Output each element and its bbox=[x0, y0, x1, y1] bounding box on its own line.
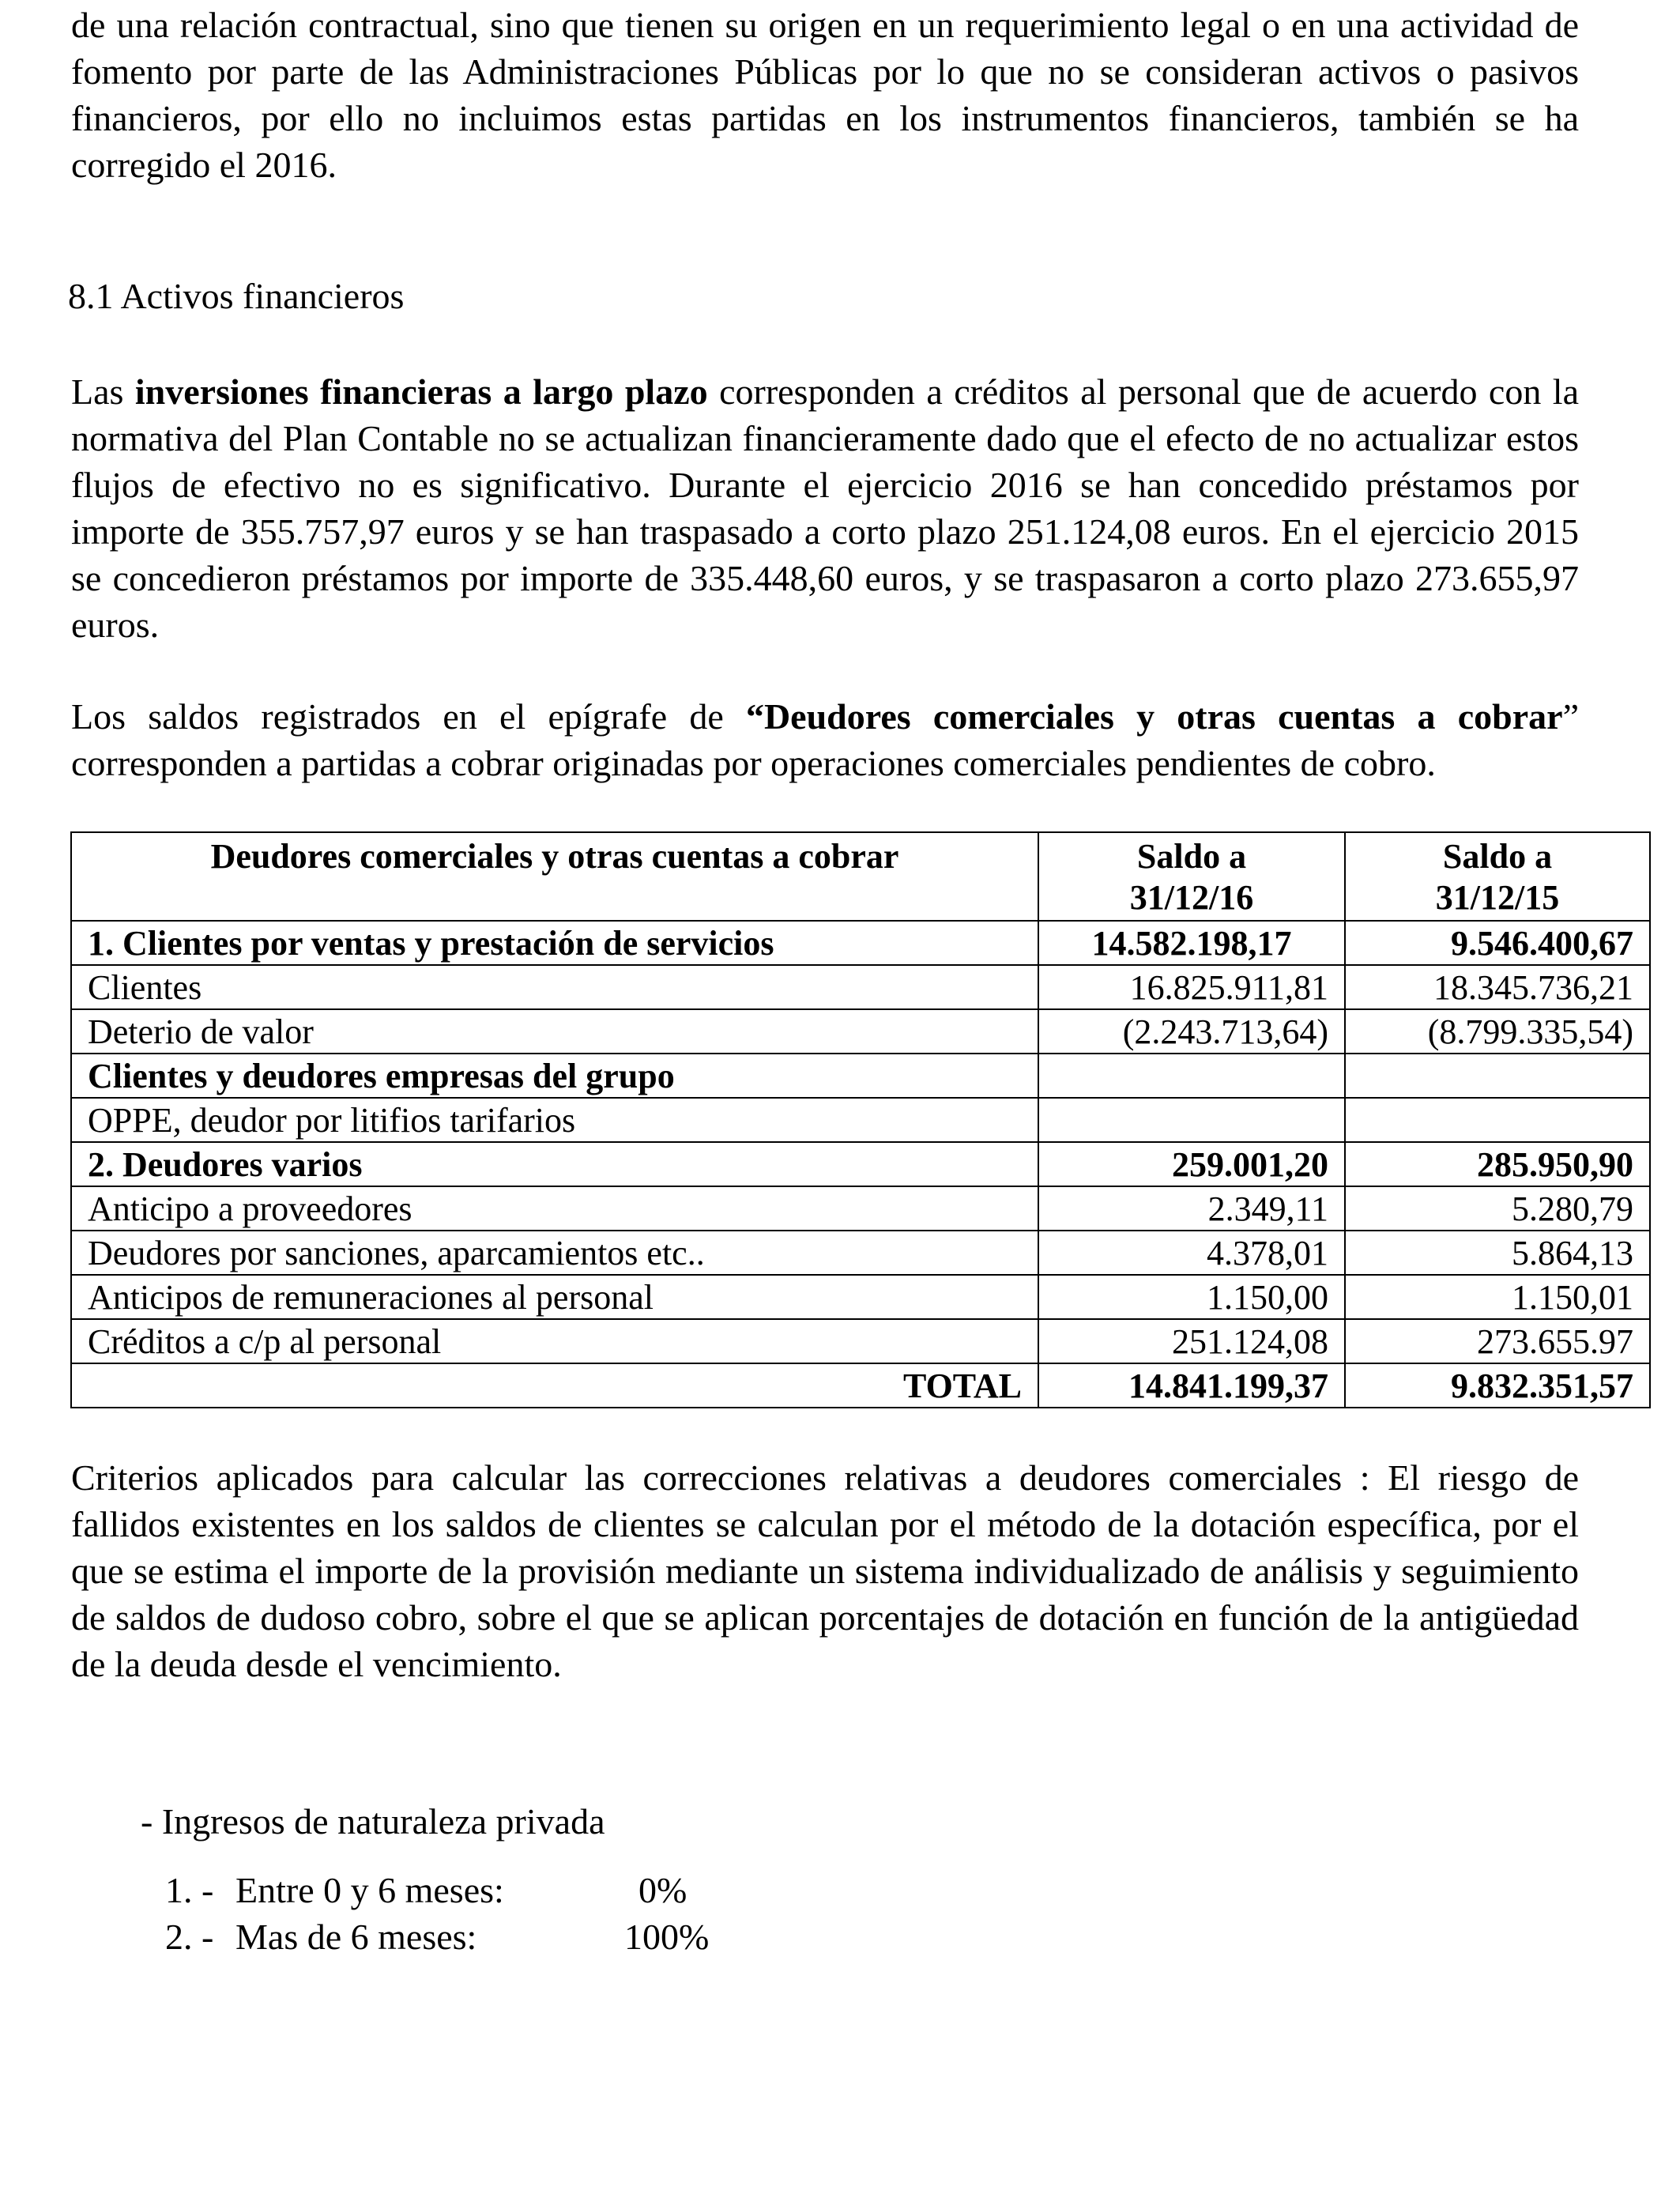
list-item-value: 0% bbox=[638, 1870, 687, 1910]
section-heading: 8.1 Activos financieros bbox=[68, 276, 405, 316]
row-label: 1. Clientes por ventas y prestación de servicios bbox=[71, 921, 1038, 965]
table-row bbox=[71, 965, 1650, 1009]
deudores-text-post: ” corresponden a partidas a cobrar originadas por operaciones comerciales pendientes de cobro. bbox=[71, 696, 1579, 783]
table-row bbox=[71, 1142, 1650, 1186]
row-label: 2. Deudores varios bbox=[71, 1142, 1038, 1186]
deudores-table bbox=[70, 831, 1651, 1408]
list-item-label: Mas de 6 meses: bbox=[235, 1917, 477, 1957]
row-value-2015: 18.345.736,21 bbox=[1345, 965, 1650, 1009]
row-value-2016 bbox=[1038, 1054, 1345, 1098]
table-row bbox=[71, 1009, 1650, 1054]
row-label: Deterio de valor bbox=[71, 1009, 1038, 1054]
table-row bbox=[71, 1275, 1650, 1319]
row-value-2016: 2.349,11 bbox=[1038, 1186, 1345, 1231]
table-header-row bbox=[71, 832, 1650, 921]
criterios-paragraph: Criterios aplicados para calcular las correcciones relativas a deudores comerciales : El riesgo de fallidos existentes en los saldos de clientes se calculan por el método de la dotación específica, por el que se estima el importe de la provisión mediante un sistema individualizado de análisis y seguimiento de saldos de dudoso cobro, sobre el que se aplican porcentajes de dotación en función de la antigüedad de la deuda desde el vencimiento. bbox=[71, 1457, 1579, 1684]
header-concept: Deudores comerciales y otras cuentas a cobrar bbox=[71, 832, 1038, 921]
row-value-2016: 259.001,20 bbox=[1038, 1142, 1345, 1186]
table-row bbox=[71, 921, 1650, 965]
row-value-2016: 1.150,00 bbox=[1038, 1275, 1345, 1319]
inversiones-text-post: corresponden a créditos al personal que de acuerdo con la normativa del Plan Contable no se actualizan financieramente dado que el efecto de no actualizar estos flujos de efectivo no es significativo. Durante el ejercicio 2016 se han concedido préstamos por importe de 355.757,97 euros y se han traspasado a corto plazo 251.124,08 euros. En el ejercicio 2015 se concedieron préstamos por importe de 335.448,60 euros, y se traspasaron a corto plazo 273.655,97 euros. bbox=[71, 371, 1579, 645]
row-label: OPPE, deudor por litifios tarifarios bbox=[71, 1098, 1038, 1142]
total-value-2016: 14.841.199,37 bbox=[1038, 1363, 1345, 1408]
table-row bbox=[71, 1186, 1650, 1231]
inversiones-paragraph bbox=[71, 368, 1579, 648]
row-value-2016: 14.582.198,17 bbox=[1038, 921, 1345, 965]
row-value-2016 bbox=[1038, 1098, 1345, 1142]
row-label: Anticipos de remuneraciones al personal bbox=[71, 1275, 1038, 1319]
table-row bbox=[71, 1319, 1650, 1363]
row-value-2015 bbox=[1345, 1054, 1650, 1098]
row-value-2015: 273.655.97 bbox=[1345, 1319, 1650, 1363]
row-value-2015: 285.950,90 bbox=[1345, 1142, 1650, 1186]
row-label: Clientes y deudores empresas del grupo bbox=[71, 1054, 1038, 1098]
inversiones-text-pre: Las bbox=[71, 371, 135, 412]
row-label: Créditos a c/p al personal bbox=[71, 1319, 1038, 1363]
deudores-paragraph bbox=[71, 693, 1579, 786]
inversiones-bold-term: inversiones financieras a largo plazo bbox=[134, 371, 708, 412]
row-value-2015: 9.546.400,67 bbox=[1345, 921, 1650, 965]
list-item-label: Entre 0 y 6 meses: bbox=[235, 1870, 504, 1910]
table-row bbox=[71, 1054, 1650, 1098]
row-value-2015 bbox=[1345, 1098, 1650, 1142]
row-value-2016: 251.124,08 bbox=[1038, 1319, 1345, 1363]
table-row bbox=[71, 1098, 1650, 1142]
row-value-2015: 5.280,79 bbox=[1345, 1186, 1650, 1231]
list-item-marker: 2. - bbox=[165, 1917, 214, 1957]
row-value-2015: 5.864,13 bbox=[1345, 1231, 1650, 1275]
total-label: TOTAL bbox=[71, 1363, 1038, 1408]
row-value-2015: (8.799.335,54) bbox=[1345, 1009, 1650, 1054]
row-label: Anticipo a proveedores bbox=[71, 1186, 1038, 1231]
row-label: Clientes bbox=[71, 965, 1038, 1009]
row-label: Deudores por sanciones, aparcamientos etc.. bbox=[71, 1231, 1038, 1275]
table-row bbox=[71, 1231, 1650, 1275]
header-saldo-2015: Saldo a 31/12/15 bbox=[1345, 832, 1650, 921]
header-saldo-2016: Saldo a 31/12/16 bbox=[1038, 832, 1345, 921]
total-row bbox=[71, 1363, 1650, 1408]
deudores-bold-term: “Deudores comerciales y otras cuentas a cobrar bbox=[745, 696, 1563, 737]
row-value-2016: 16.825.911,81 bbox=[1038, 965, 1345, 1009]
row-value-2016: 4.378,01 bbox=[1038, 1231, 1345, 1275]
intro-paragraph: de una relación contractual, sino que tienen su origen en un requerimiento legal o en una actividad de fomento por parte de las Administraciones Públicas por lo que no se consideran activos o pasivos financieros, por ello no incluimos estas partidas en los instrumentos financieros, también se ha corregido el 2016. bbox=[71, 5, 1579, 185]
list-title: - Ingresos de naturaleza privada bbox=[141, 1801, 605, 1842]
list-item-value: 100% bbox=[624, 1917, 710, 1957]
row-value-2016: (2.243.713,64) bbox=[1038, 1009, 1345, 1054]
total-value-2015: 9.832.351,57 bbox=[1345, 1363, 1650, 1408]
list-item-marker: 1. - bbox=[165, 1870, 214, 1910]
deudores-text-pre: Los saldos registrados en el epígrafe de bbox=[71, 696, 746, 737]
row-value-2015: 1.150,01 bbox=[1345, 1275, 1650, 1319]
